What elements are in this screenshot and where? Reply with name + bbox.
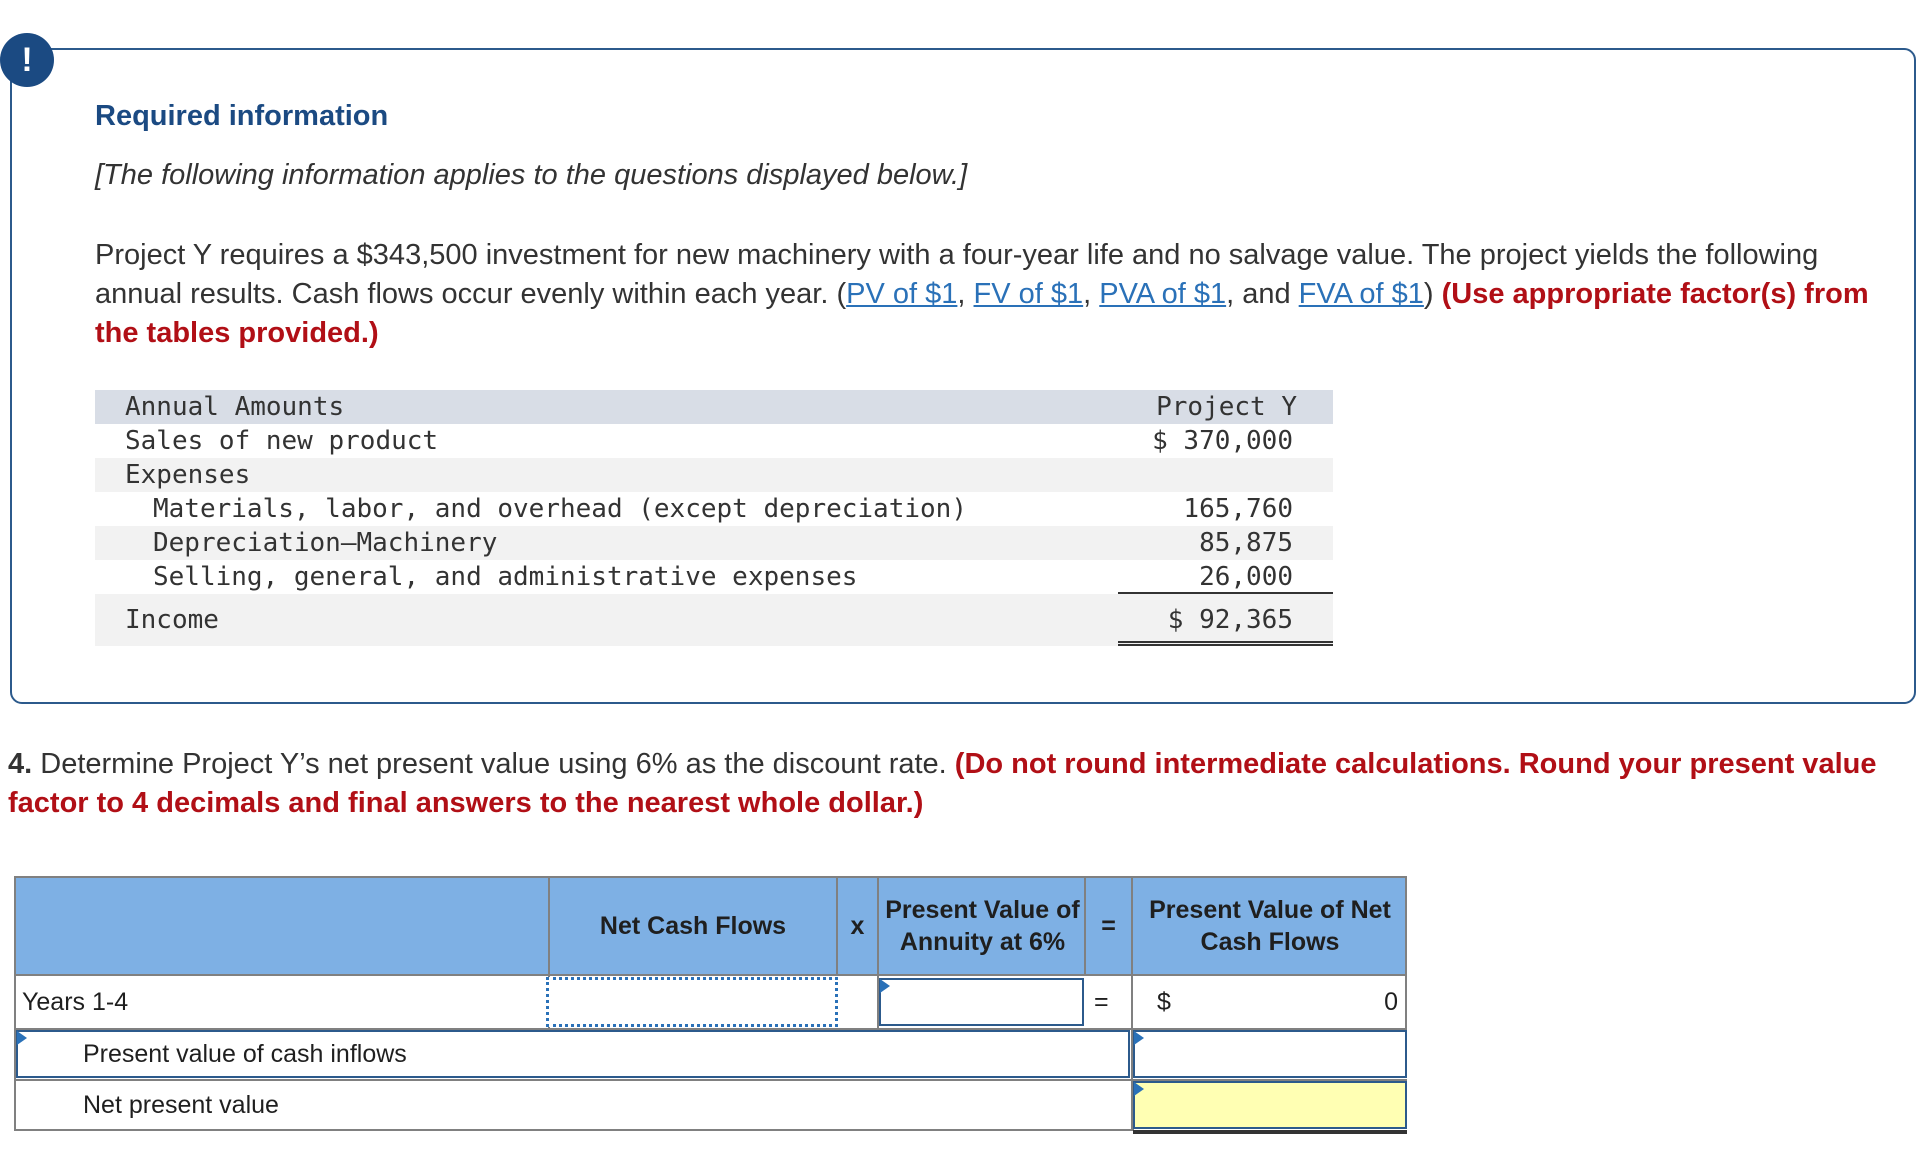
input-marker-icon [17, 1031, 27, 1045]
fva-table-link[interactable]: FVA of $1 [1298, 278, 1424, 310]
header-equals: = [1101, 912, 1116, 940]
statement-row [95, 492, 1333, 526]
statement-header-project: Project Y [1156, 392, 1297, 422]
income-statement [95, 390, 1333, 646]
statement-value: $ 92,365 [1167, 605, 1293, 635]
statement-value: 85,875 [1199, 528, 1293, 558]
separator: , and [1226, 278, 1299, 310]
npv-label: Net present value [83, 1091, 279, 1119]
problem-description [95, 236, 1875, 353]
table-bottom-border [14, 1129, 1134, 1131]
question-text: Determine Project Y’s net present value using 6% as the discount rate. [32, 748, 955, 780]
column-divider [1131, 876, 1133, 976]
statement-label: Depreciation—Machinery [153, 528, 498, 558]
question-4 [8, 745, 1878, 823]
question-instruction: (Do not round intermediate calculations. Round your present value factor to 4 decimals and final answers to the nearest whole dollar.) [8, 748, 1877, 819]
column-divider [877, 876, 879, 976]
separator: , [1083, 278, 1100, 310]
statement-value: 165,760 [1183, 494, 1293, 524]
statement-label: Sales of new product [125, 426, 439, 456]
statement-header-row [95, 390, 1333, 424]
currency-symbol: $ [1157, 988, 1171, 1016]
fv-table-link[interactable]: FV of $1 [973, 278, 1084, 310]
pv-net-cash-flows-result: 0 [1384, 988, 1398, 1016]
table-right-border [1405, 976, 1407, 1028]
statement-header-label: Annual Amounts [125, 392, 345, 422]
npv-input[interactable] [1133, 1081, 1407, 1129]
statement-row [95, 458, 1333, 492]
statement-income-row [95, 594, 1333, 646]
pv-annuity-factor-input[interactable] [879, 978, 1084, 1026]
statement-row [95, 526, 1333, 560]
header-pv-net-cash-flows: Present Value of Net Cash Flows [1149, 896, 1391, 956]
statement-label: Income [125, 605, 219, 635]
input-marker-icon [1134, 1031, 1144, 1045]
problem-text: Project Y requires a $343,500 investment for new machinery with a four-year life and no salvage value. The project yields the following annual results. Cash flows occur evenly within each year. ( [95, 239, 1819, 310]
input-marker-icon [1134, 1082, 1144, 1096]
header-pv-annuity: Present Value of Annuity at 6% [885, 896, 1080, 956]
required-info-title: Required information [95, 100, 389, 132]
pv-cash-inflows-label: Present value of cash inflows [83, 1040, 407, 1068]
statement-label: Materials, labor, and overhead (except depreciation) [153, 494, 967, 524]
statement-row [95, 560, 1333, 594]
header-net-cash-flows: Net Cash Flows [599, 912, 787, 940]
years-1-4-label: Years 1-4 [22, 988, 129, 1016]
separator: , [957, 278, 974, 310]
statement-value: $ 370,000 [1152, 426, 1293, 456]
statement-value: 26,000 [1199, 562, 1293, 592]
alert-icon: ! [0, 33, 54, 87]
input-marker-icon [880, 979, 890, 993]
pv-cash-inflows-input[interactable] [1133, 1030, 1407, 1078]
separator: ) [1423, 278, 1442, 310]
required-info-note: [The following information applies to the questions displayed below.] [95, 159, 968, 191]
question-number: 4. [8, 748, 33, 780]
pva-table-link[interactable]: PVA of $1 [1099, 278, 1227, 310]
statement-label: Selling, general, and administrative expenses [153, 562, 858, 592]
statement-label: Expenses [125, 460, 251, 490]
row-equals: = [1094, 988, 1109, 1016]
pv-table-link[interactable]: PV of $1 [846, 278, 958, 310]
npv-double-rule [1133, 1130, 1407, 1134]
statement-row [95, 424, 1333, 458]
net-cash-flows-input[interactable] [546, 977, 838, 1027]
use-factors-instruction: (Use appropriate factor(s) from the tables provided.) [95, 278, 1869, 349]
header-times: x [850, 912, 865, 940]
